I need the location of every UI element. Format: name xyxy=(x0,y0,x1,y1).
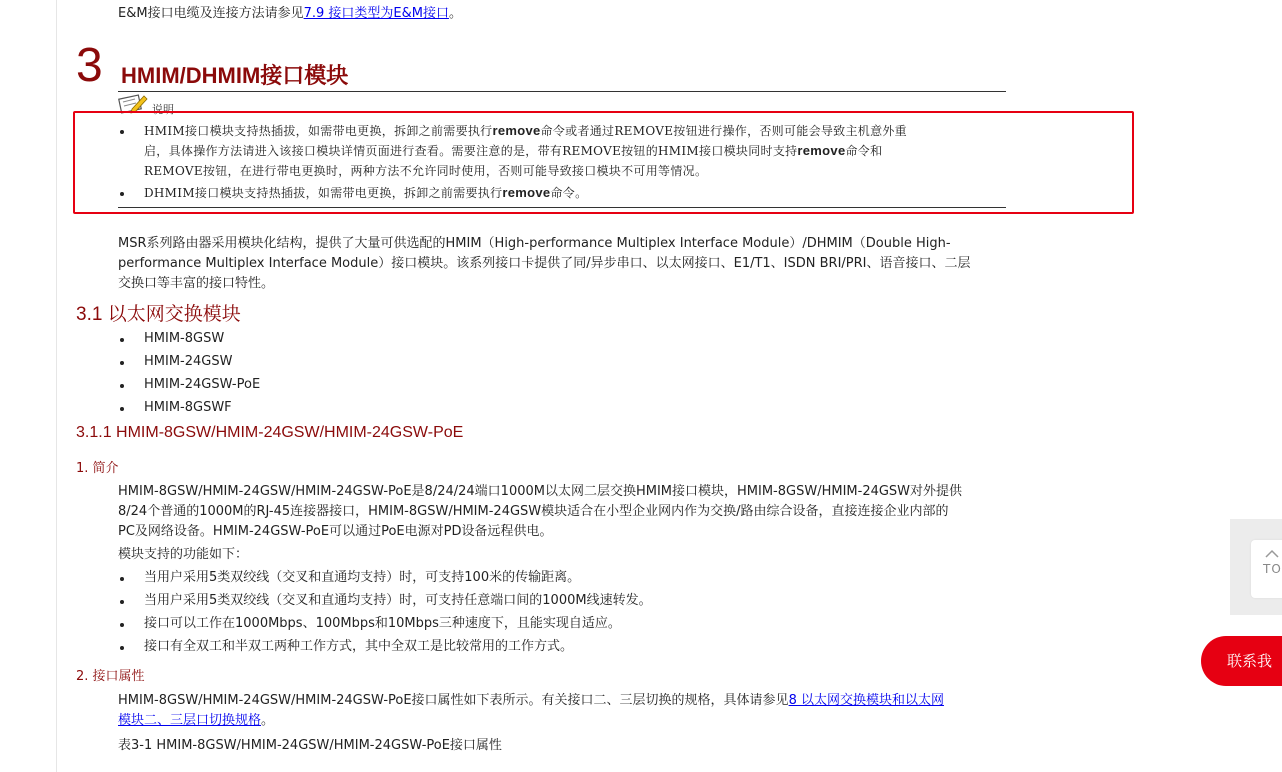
section-3-1-1-title: 3.1.1 HMIM-8GSW/HMIM-24GSW/HMIM-24GSW-PoE xyxy=(76,424,464,441)
intro-prefix: E&M接口电缆及连接方法请参见 xyxy=(118,6,304,21)
list-bullet xyxy=(120,600,124,604)
feature-item: 当用户采用5类双绞线（交叉和直通均支持）时，可支持100米的传输距离。 xyxy=(144,570,581,585)
features-label: 模块支持的功能如下： xyxy=(118,547,249,562)
attr-text: HMIM-8GSW/HMIM-24GSW/HMIM-24GSW-PoE接口属性如下表所示。有关接口二、三层切换的规格，具体请参见 xyxy=(118,693,789,708)
note-item-1-line-1 xyxy=(144,121,907,141)
table-caption: 表3-1 HMIM-8GSW/HMIM-24GSW/HMIM-24GSW-PoE接口属性 xyxy=(118,738,502,753)
back-to-top-label: TO xyxy=(1263,562,1282,576)
module-list-item: HMIM-8GSWF xyxy=(144,400,232,415)
overview-line-1: MSR系列路由器采用模块化结构，提供了大量可供选配的HMIM（High-performance Multiplex Interface Module）/DHMIM（Double High- xyxy=(118,236,951,251)
note-item-1-line-3: REMOVE按钮，在进行带电更换时，两种方法不允许同时使用，否则可能导致接口模块不可用等情况。 xyxy=(144,164,708,178)
feature-item: 接口可以工作在1000Mbps、100Mbps和10Mbps三种速度下，且能实现自适应。 xyxy=(144,616,621,631)
attr-link-continued[interactable]: 模块二、三层口切换规格 xyxy=(118,713,262,728)
attr-para-line-2 xyxy=(118,711,274,731)
note-text: 命令和 xyxy=(845,144,883,158)
intro-para-line-1: HMIM-8GSW/HMIM-24GSW/HMIM-24GSW-PoE是8/24/24端口1000M以太网二层交换HMIM接口模块，HMIM-8GSW/HMIM-24GSW对外提供 xyxy=(118,484,963,499)
feature-item: 当用户采用5类双绞线（交叉和直通均支持）时，可支持任意端口间的1000M线速转发。 xyxy=(144,593,652,608)
intro-para-line-2: 8/24个普通的1000M的RJ-45连接器接口，HMIM-8GSW/HMIM-24GSW模块适合在小型企业网内作为交换/路由综合设备，直接连接企业内部的 xyxy=(118,504,949,519)
module-list-item: HMIM-24GSW xyxy=(144,354,233,369)
chapter-number: 3 xyxy=(76,39,103,92)
note-bottom-rule xyxy=(118,207,1006,208)
attr-suffix: 。 xyxy=(261,713,275,728)
page-left-rule xyxy=(56,0,57,772)
command-remove: remove xyxy=(797,143,846,158)
attr-link[interactable]: 8 以太网交换模块和以太网 xyxy=(788,693,944,708)
overview-line-3: 交换口等丰富的接口特性。 xyxy=(118,276,275,291)
note-item-1-line-2 xyxy=(144,141,882,161)
note-bullet xyxy=(120,192,124,196)
list-bullet xyxy=(120,338,124,342)
intro-link[interactable]: 7.9 接口类型为E&M接口 xyxy=(303,6,449,21)
module-list-item: HMIM-8GSW xyxy=(144,331,225,346)
attr-heading: 2. 接口属性 xyxy=(76,669,145,684)
overview-line-2: performance Multiplex Interface Module）接口模块。该系列接口卡提供了同/异步串口、以太网接口、E1/T1、ISDN BRI/PRI、语音接口、二层 xyxy=(118,256,971,271)
list-bullet xyxy=(120,623,124,627)
note-text: 启，具体操作方法请进入该接口模块详情页面进行查看。需要注意的是，带有REMOVE按钮的HMIM接口模块同时支持 xyxy=(144,144,798,158)
chapter-title: HMIM/DHMIM接口模块 xyxy=(121,63,349,88)
list-bullet xyxy=(120,361,124,365)
list-bullet xyxy=(120,646,124,650)
command-remove: remove xyxy=(492,123,541,138)
chapter-rule xyxy=(118,91,1006,92)
note-item-2 xyxy=(144,183,587,203)
contact-us-button[interactable]: 联系我 xyxy=(1201,636,1282,686)
chevron-up-icon xyxy=(1264,548,1280,558)
section-3-1-title: 3.1 以太网交换模块 xyxy=(76,304,241,325)
note-label: 说明 xyxy=(152,103,174,116)
intro-heading: 1. 简介 xyxy=(76,461,119,476)
list-bullet xyxy=(120,407,124,411)
intro-suffix: 。 xyxy=(448,6,462,21)
note-text: 命令或者通过REMOVE按钮进行操作，否则可能会导致主机意外重 xyxy=(540,124,907,138)
note-text: DHMIM接口模块支持热插拔，如需带电更换，拆卸之前需要执行 xyxy=(144,186,503,200)
intro-para-line-3: PC及网络设备。HMIM-24GSW-PoE可以通过PoE电源对PD设备远程供电。 xyxy=(118,524,553,539)
module-list-item: HMIM-24GSW-PoE xyxy=(144,377,261,392)
attr-para-line-1 xyxy=(118,691,944,711)
feature-item: 接口有全双工和半双工两种工作方式，其中全双工是比较常用的工作方式。 xyxy=(144,639,574,654)
intro-line xyxy=(118,4,462,24)
note-text: HMIM接口模块支持热插拔，如需带电更换，拆卸之前需要执行 xyxy=(144,124,493,138)
note-text: 命令。 xyxy=(550,186,588,200)
list-bullet xyxy=(120,577,124,581)
note-bullet xyxy=(120,130,124,134)
command-remove: remove xyxy=(502,185,551,200)
list-bullet xyxy=(120,384,124,388)
